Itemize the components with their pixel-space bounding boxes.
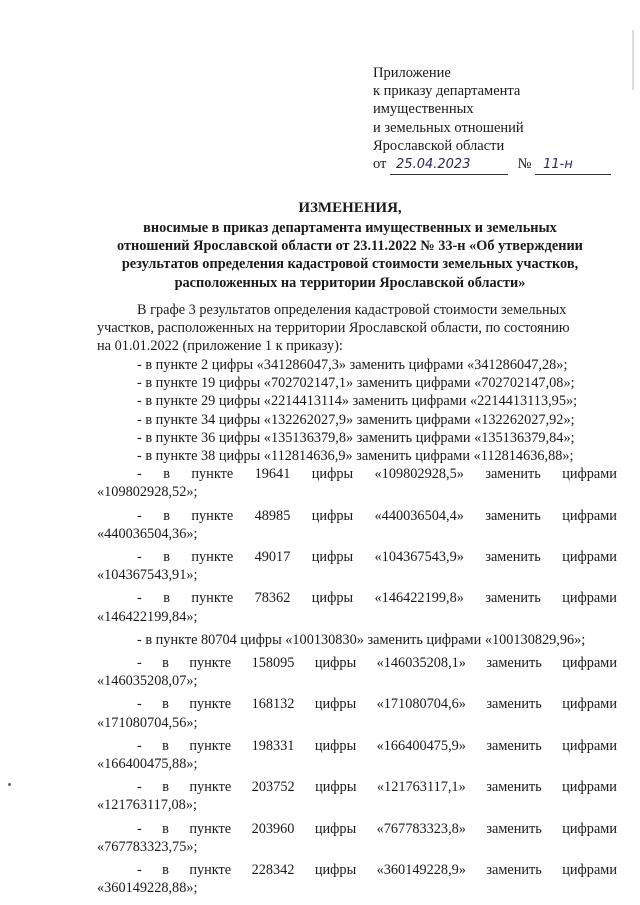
old-value: «146035208,1»: [376, 655, 466, 672]
new-value: «146422199,84»;: [97, 608, 198, 625]
w-v: в: [162, 779, 169, 796]
old-value: «360149228,9»: [376, 862, 466, 879]
point-number: 168132: [251, 696, 295, 713]
new-value: «767783323,75»;: [97, 838, 198, 855]
old-value: «767783323,8»: [376, 820, 466, 837]
w-punkte: пункте: [191, 590, 234, 607]
w-punkte: пункте: [189, 655, 232, 672]
handwritten-number: 11-н: [535, 156, 611, 175]
change-item-row: [97, 820, 617, 838]
long-items-group-1: [97, 465, 617, 626]
w-dash: -: [137, 590, 142, 607]
from-label: от: [373, 156, 387, 173]
w-ciframi: цифрами: [562, 655, 617, 672]
appendix-line: имущественных: [373, 101, 474, 118]
w-zamenit: заменить: [486, 862, 542, 879]
scan-speck: [8, 783, 11, 786]
new-value: «360149228,88»;: [97, 880, 198, 897]
w-ciframi: цифрами: [562, 820, 617, 837]
point-number: 48985: [254, 507, 291, 524]
old-value: «121763117,1»: [376, 779, 466, 796]
new-value: «121763117,08»;: [97, 797, 197, 814]
w-punkte: пункте: [189, 779, 232, 796]
old-value: «440036504,4»: [374, 507, 464, 524]
w-zamenit: заменить: [485, 466, 541, 483]
w-zamenit: заменить: [486, 696, 542, 713]
appendix-line: Ярославской области: [373, 137, 505, 154]
intro-line: В графе 3 результатов определения кадастровой стоимости земельных: [137, 302, 567, 318]
change-item-row: [97, 737, 617, 755]
appendix-header: [373, 64, 613, 175]
w-cifry: цифры: [314, 696, 357, 713]
w-punkte: пункте: [191, 466, 234, 483]
w-ciframi: цифрами: [562, 862, 617, 879]
old-value: «146422199,8»: [374, 590, 464, 607]
change-item-row: [97, 861, 617, 879]
change-item: - в пункте 38 цифры «112814636,9» заменить цифрами «112814636,88»;: [137, 448, 574, 465]
point-number: 78362: [254, 590, 291, 607]
w-zamenit: заменить: [485, 549, 541, 566]
intro-line: на 01.01.2022 (приложение 1 к приказу):: [97, 338, 343, 355]
w-cifry: цифры: [314, 737, 357, 754]
w-zamenit: заменить: [485, 507, 541, 524]
w-cifry: цифры: [311, 466, 354, 483]
new-value: «109802928,52»;: [97, 484, 198, 501]
appendix-line: к приказу департамента: [373, 83, 521, 100]
point-number: 203752: [251, 779, 295, 796]
w-cifry: цифры: [314, 820, 357, 837]
point-number: 198331: [251, 737, 295, 754]
w-zamenit: заменить: [486, 779, 542, 796]
w-zamenit: заменить: [486, 820, 542, 837]
new-value: «166400475,88»;: [97, 756, 198, 773]
w-ciframi: цифрами: [562, 737, 617, 754]
w-punkte: пункте: [189, 737, 232, 754]
w-ciframi: цифрами: [562, 696, 617, 713]
change-item: - в пункте 36 цифры «135136379,8» заменить цифрами «135136379,84»;: [137, 429, 575, 446]
w-v: в: [162, 820, 169, 837]
change-item-row: [97, 507, 617, 525]
w-v: в: [163, 590, 170, 607]
change-item-row: [97, 695, 617, 713]
scan-edge: [632, 30, 634, 90]
change-item-row: [97, 778, 617, 796]
w-cifry: цифры: [314, 862, 357, 879]
handwritten-date: 25.04.2023: [390, 156, 508, 175]
new-value: «104367543,91»;: [97, 567, 198, 584]
subtitle-line: результатов определения кадастровой стоимости земельных участков,: [121, 256, 579, 273]
old-value: «104367543,9»: [374, 549, 464, 566]
w-punkte: пункте: [189, 820, 232, 837]
change-item-row: [97, 654, 617, 672]
document-subtitle: [80, 219, 620, 292]
point-number: 19641: [254, 466, 291, 483]
w-punkte: пункте: [189, 862, 232, 879]
subtitle-line: вносимые в приказ департамента имущественных и земельных: [143, 220, 557, 236]
w-dash: -: [137, 549, 142, 566]
subtitle-line: расположенных на территории Ярославской области»: [174, 274, 526, 291]
w-zamenit: заменить: [485, 590, 541, 607]
appendix-line: Приложение: [373, 65, 451, 81]
w-cifry: цифры: [314, 655, 357, 672]
w-dash: -: [137, 820, 142, 837]
w-v: в: [163, 549, 170, 566]
w-ciframi: цифрами: [562, 549, 617, 566]
change-item: - в пункте 80704 цифры «100130830» заменить цифрами «100130829,96»;: [137, 631, 586, 648]
w-punkte: пункте: [189, 696, 232, 713]
w-v: в: [162, 696, 169, 713]
w-ciframi: цифрами: [562, 779, 617, 796]
change-item-row: [97, 548, 617, 566]
w-v: в: [162, 737, 169, 754]
date-number-line: [373, 155, 613, 175]
change-item: - в пункте 29 цифры «2214413114» заменить цифрами «2214413113,95»;: [137, 393, 578, 410]
w-dash: -: [137, 862, 142, 879]
w-cifry: цифры: [311, 590, 354, 607]
document-title: ИЗМЕНЕНИЯ,: [298, 200, 402, 216]
w-zamenit: заменить: [486, 655, 542, 672]
w-cifry: цифры: [311, 549, 354, 566]
subtitle-line: отношений Ярославской области от 23.11.2022 № 33-н «Об утверждении: [117, 238, 583, 255]
change-item-row: [97, 589, 617, 607]
point-number: 158095: [251, 655, 295, 672]
long-items-group-2: [97, 654, 617, 897]
w-dash: -: [137, 696, 142, 713]
point-number: 203960: [251, 820, 295, 837]
intro-paragraph: [97, 301, 617, 356]
w-v: в: [163, 507, 170, 524]
new-value: «171080704,56»;: [97, 714, 198, 731]
old-value: «109802928,5»: [374, 466, 464, 483]
changes-list: [97, 356, 617, 897]
appendix-line: и земельных отношений: [373, 119, 524, 136]
old-value: «171080704,6»: [376, 696, 466, 713]
change-item: - в пункте 34 цифры «132262027,9» заменить цифрами «132262027,92»;: [137, 411, 575, 428]
w-ciframi: цифрами: [562, 466, 617, 483]
old-value: «166400475,9»: [376, 737, 466, 754]
w-cifry: цифры: [315, 779, 357, 796]
w-ciframi: цифрами: [562, 590, 617, 607]
w-v: в: [162, 655, 169, 672]
w-punkte: пункте: [191, 507, 234, 524]
w-dash: -: [137, 466, 142, 483]
w-dash: -: [137, 655, 142, 672]
point-number: 228342: [251, 862, 295, 879]
new-value: «146035208,07»;: [97, 673, 198, 690]
new-value: «440036504,36»;: [97, 525, 198, 542]
w-dash: -: [137, 737, 142, 754]
w-ciframi: цифрами: [562, 507, 617, 524]
w-punkte: пункте: [191, 549, 234, 566]
intro-line: участков, расположенных на территории Ярославской области, по состоянию: [97, 320, 570, 337]
change-item: - в пункте 2 цифры «341286047,3» заменить цифрами «341286047,28»;: [137, 357, 568, 373]
w-zamenit: заменить: [486, 737, 542, 754]
w-v: в: [162, 862, 169, 879]
w-cifry: цифры: [311, 507, 354, 524]
w-dash: -: [137, 779, 142, 796]
change-item: - в пункте 19 цифры «702702147,1» заменить цифрами «702702147,08»;: [137, 375, 575, 392]
number-label: №: [517, 156, 532, 173]
point-number: 49017: [254, 549, 291, 566]
w-dash: -: [137, 507, 142, 524]
change-item-row: [97, 465, 617, 483]
w-v: в: [163, 466, 170, 483]
